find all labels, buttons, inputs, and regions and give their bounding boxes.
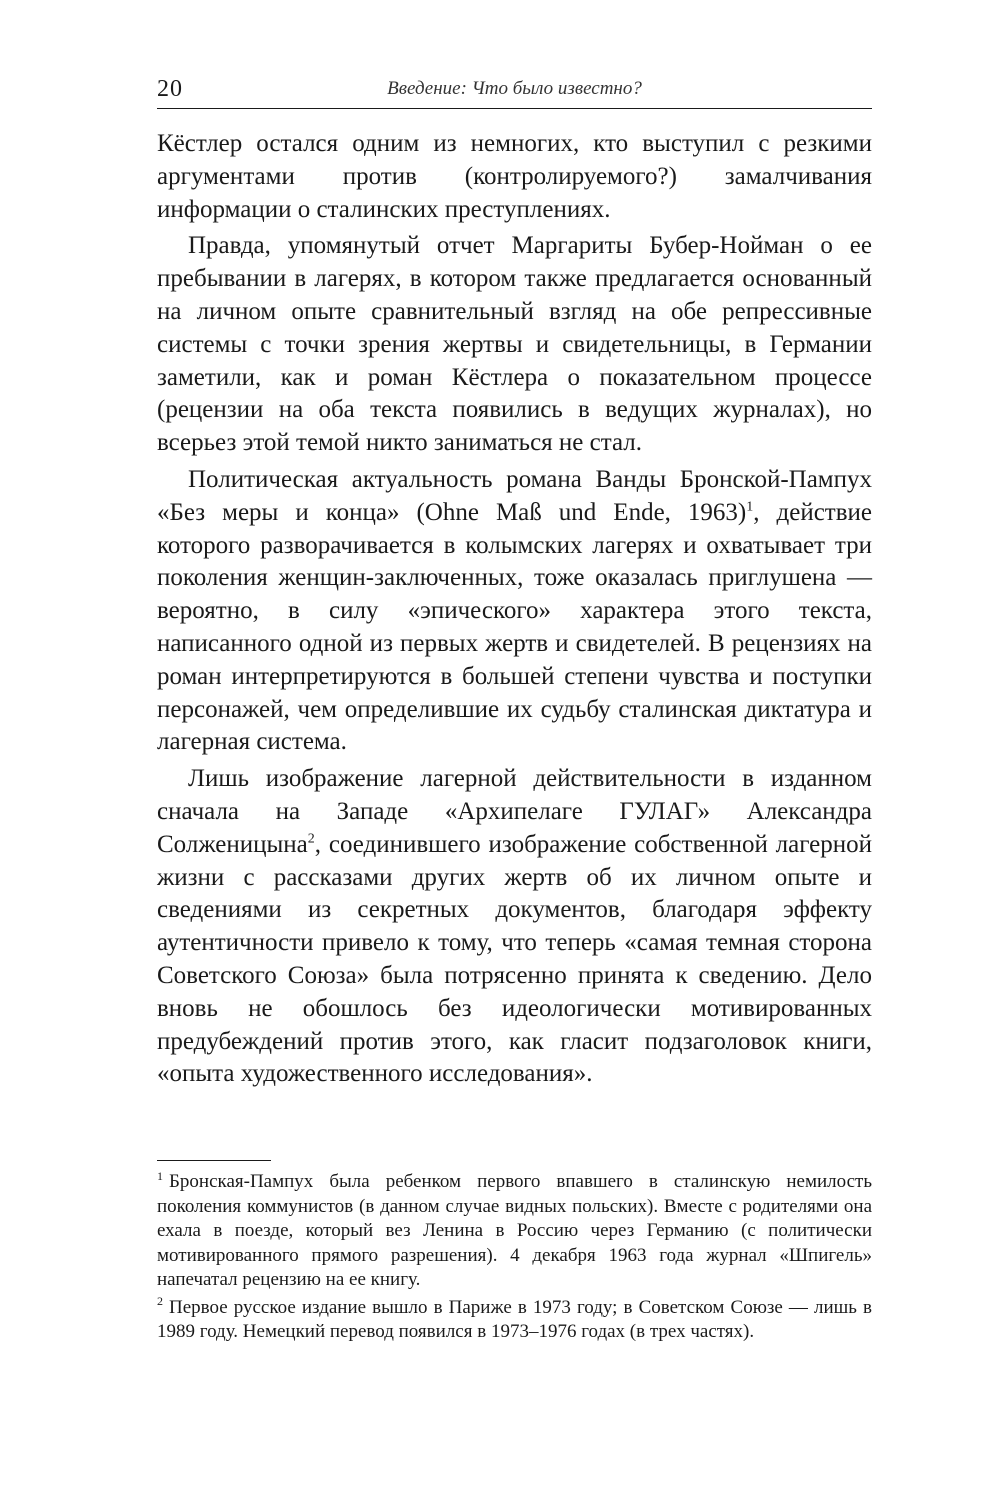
paragraph-4 — [157, 763, 872, 1091]
footnote-ref-1[interactable]: 1 — [746, 499, 754, 515]
page-number: 20 — [157, 76, 183, 102]
footnotes — [157, 1170, 872, 1345]
paragraph-4-text-a: Лишь изображение лагерной действительности в изданном сначала на Западе «Архипелаге ГУЛАГ» Александра Солженицына — [157, 765, 872, 858]
paragraph-3 — [157, 464, 872, 759]
paragraph-3-text-b: , действие которого разворачивается в колымских лагерях и охватывает три поколения женщин-заключенных, тоже оказалась приглушена — вероятно, в силу «эпического» характера этого текста, написанного одной из первых жертв и свидетелей. В рецензиях на роман интерпретируются в большей степени чувства и поступки персонажей, чем определившие их судьбу сталинская диктатура и лагерная система. — [157, 498, 873, 756]
running-head-title: Введение: Что было известно? — [387, 78, 642, 99]
footnote-1-mark: 1 — [157, 1168, 163, 1183]
footnote-divider — [157, 1160, 271, 1161]
footnote-ref-2[interactable]: 2 — [307, 831, 315, 847]
footnote-2 — [157, 1296, 872, 1345]
paragraph-2: Правда, упомянутый отчет Маргариты Бубер-Нойман о ее пребывании в лагерях, в котором также предлагается основанный на личном опыте сравнительный взгляд на обе репрессивные системы с точки зрения жертвы и свидетельницы, в Германии заметили, как и роман Кёстлера о показательном процессе (рецензии на оба текста появились в ведущих журналах), но всерьез этой темой никто заниматься не стал. — [157, 232, 872, 457]
main-text — [157, 128, 872, 1091]
footnote-1 — [157, 1170, 872, 1293]
paragraph-3-text-a: Политическая актуальность романа Ванды Бронской-Пампух «Без меры и конца» (Ohne Maß und Ende, 1963) — [157, 465, 872, 526]
paragraph-1: Кёстлер остался одним из немногих, кто выступил с резкими аргументами против (контролируемого?) замалчивания информации о сталинских преступлениях. — [157, 130, 872, 223]
footnote-1-text: Бронская-Пампух была ребенком первого впавшего в сталинскую немилость поколения коммунистов (в данном случае видных польских). Вместе с родителями она ехала в поезде, который вез Ленина в Россию через Германию (с политически мотивированного прямого разрешения). 4 декабря 1963 года журнал «Шпигель» напечатал рецензию на ее книгу. — [157, 1171, 872, 1290]
footnote-2-text: Первое русское издание вышло в Париже в 1973 году; в Советском Союзе — лишь в 1989 году. Немецкий перевод появился в 1973–1976 годах (в трех частях). — [157, 1296, 872, 1342]
paragraph-4-text-b: , соединившего изображение собственной лагерной жизни с рассказами других жертв об их личном опыте и сведениями из секретных документов, благодаря эффекту аутентичности привело к тому, что теперь «самая темная сторона Советского Союза» была потрясенно принята к сведению. Дело вновь не обошлось без идеологически мотивированных предубеждений против этого, как гласит подзаголовок книги, «опыта художественного исследования». — [157, 830, 872, 1088]
footnote-2-mark: 2 — [157, 1294, 163, 1309]
running-header — [157, 70, 872, 109]
